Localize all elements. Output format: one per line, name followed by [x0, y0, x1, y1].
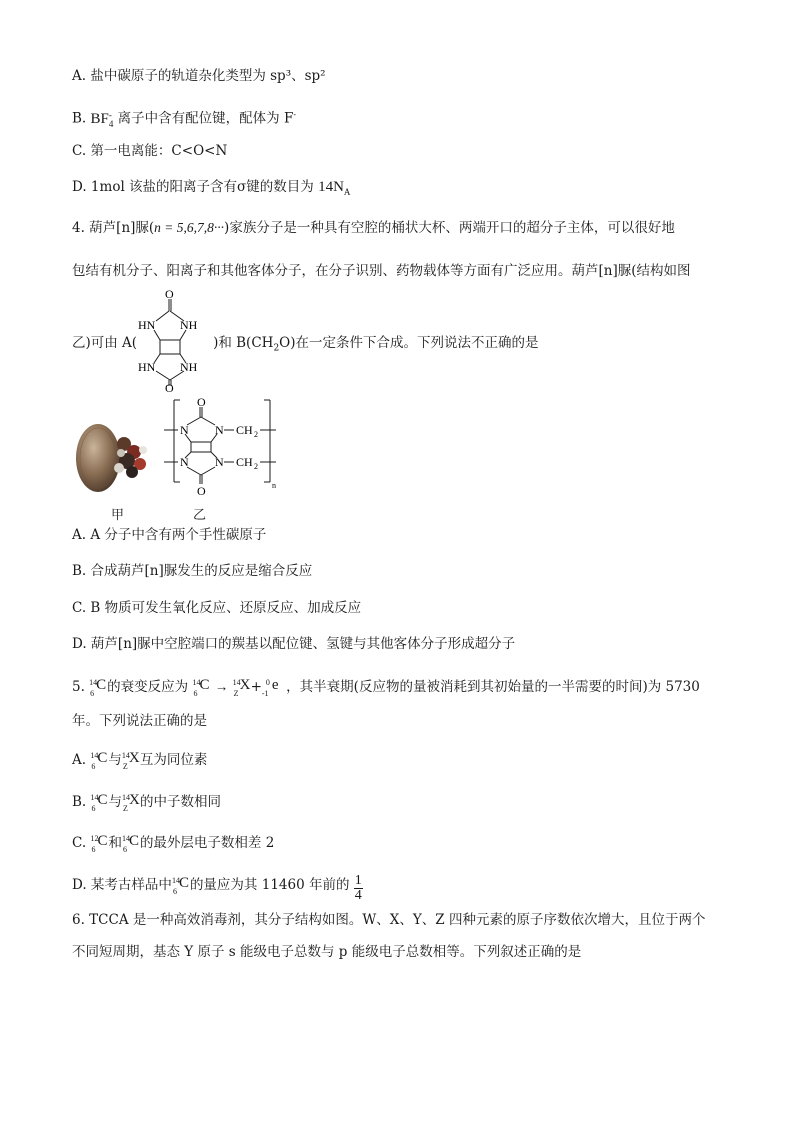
bf4-ion [91, 111, 114, 127]
q5-option-d-text-a: D. 某考古样品中 [72, 877, 172, 893]
q3-option-c [72, 142, 227, 160]
fraction-denominator: 4 [354, 888, 362, 903]
c14-eq-atomic: 6 [193, 689, 198, 698]
a-nh-bottom: NH [180, 360, 198, 374]
caption-yi: 乙 [193, 508, 207, 523]
fraction-one-quarter [354, 874, 363, 903]
q5-option-c-mid: 和 [108, 835, 122, 851]
x14-mass: 14 [232, 678, 241, 687]
electron [261, 676, 282, 698]
q4-option-c-text: C. B 物质可发生氧化反应、还原反应、加成反应 [72, 600, 362, 616]
a-nh-top: NH [180, 318, 198, 332]
q5-option-c-text: 的最外层电子数相差 2 [139, 835, 275, 851]
b-x14-mass: 14 [122, 793, 131, 802]
q4-option-a [72, 526, 266, 544]
q6-stem-text2: 不同短周期，基态 Y 原子 s 能级电子总数与 p 能级电子总数相等。下列叙述正确的是 [72, 944, 582, 960]
a-oxygen-bottom: O [165, 381, 174, 394]
q6-stem-line2 [72, 943, 581, 961]
na-value: 14N [318, 179, 344, 195]
q4-stem-line3 [72, 334, 539, 358]
ch2o-subscript: 2 [273, 343, 280, 354]
q5-option-b-text: 的中子数相同 [140, 794, 222, 810]
b-ch2-top-sub: 2 [254, 430, 258, 439]
q5-option-b [72, 791, 221, 811]
q5-stem-text2: 年。下列说法正确的是 [72, 713, 207, 729]
figure-yi-structure [158, 392, 284, 502]
a-x14 [121, 749, 140, 771]
c-c14-symbol: C [128, 833, 139, 849]
a-hn-bottom: HN [138, 360, 156, 374]
x14-symbol: X [239, 677, 251, 693]
electron-charge: -1 [261, 689, 269, 698]
q5-option-a [72, 749, 207, 769]
q5-option-c [72, 832, 274, 852]
q5-number: 5. [72, 679, 90, 695]
q5-option-a-text: 互为同位素 [139, 752, 208, 768]
plus-sign: + [250, 679, 262, 695]
q4-stem-text3c: O)在一定条件下合成。下列说法不正确的是 [279, 335, 539, 351]
q4-option-d-text: D. 葫芦[n]脲中空腔端口的羰基以配位键、氢键与其他客体分子形成超分子 [72, 636, 516, 652]
a-oxygen-top: O [165, 288, 174, 301]
q5-stem-line1 [72, 676, 700, 696]
d-c14-symbol: C [178, 875, 189, 891]
figure-jia-3d-model [72, 418, 154, 496]
c14-mass: 14 [89, 678, 98, 687]
b-ch2-top: CH [236, 423, 253, 437]
q4-stem-text1: )家族分子是一种具有空腔的桶状大杯、两端开口的超分子主体，可以很好地 [224, 220, 675, 236]
bf4-charge: - [108, 109, 112, 120]
c-c14-mass: 14 [121, 834, 130, 843]
na-count [318, 179, 350, 195]
a-hn-top: HN [138, 318, 156, 332]
bf4-symbol: BF [90, 110, 109, 127]
d-c14-mass: 14 [171, 876, 180, 885]
c14-atomic: 6 [90, 689, 95, 698]
b-c14 [90, 791, 109, 813]
a-x14-symbol: X [128, 750, 140, 766]
q5-stem-text1: ，其半衰期(反应物的量被消耗到其初始量的一半需要的时间)为 5730 [286, 679, 700, 695]
caption-jia: 甲 [111, 508, 125, 523]
b-n-left-bottom: N [180, 455, 189, 469]
q5-option-b-mid: 与 [108, 794, 123, 810]
q4-option-a-text: A. A 分子中含有两个手性碳原子 [72, 527, 267, 543]
q5-option-b-label: B. [72, 794, 91, 810]
q4-stem-text3b: )和 B(CH [213, 335, 274, 351]
b-oxygen-top: O [197, 395, 206, 409]
b-repeat-n: n [272, 481, 276, 490]
isotope-c14-eq [192, 676, 210, 698]
b-n-left-top: N [180, 423, 189, 437]
b-n-right-bottom: N [215, 455, 224, 469]
c14-eq-symbol: C [199, 677, 210, 693]
b-ch2-bottom: CH [236, 455, 253, 469]
x14-atomic: Z [233, 689, 239, 698]
b-n-right-top: N [215, 423, 224, 437]
q6-stem-text1: 6. TCCA 是一种高效消毒剂，其分子结构如图。W、X、Y、Z 四种元素的原子序数依次增大，且位于两个 [72, 912, 706, 928]
q5-option-d-text-b: 的量应为其 11460 年前的 [189, 877, 350, 893]
q4-option-b [72, 562, 312, 580]
a-x14-mass: 14 [121, 751, 130, 760]
c-c12-atomic: 6 [91, 845, 96, 854]
c-c12-mass: 12 [90, 834, 99, 843]
q5-option-d [72, 874, 363, 903]
a-c14 [90, 749, 108, 771]
d-c14-atomic: 6 [172, 887, 177, 896]
q3-option-b-text: 离子中含有配位键，配体为 F [117, 110, 294, 127]
c-c12 [90, 832, 108, 854]
fluoride-charge: - [293, 110, 297, 119]
a-x14-atomic: Z [122, 762, 128, 771]
q3-option-d [72, 178, 350, 201]
q3-option-a-text: A. 盐中碳原子的轨道杂化类型为 sp³、sp² [72, 68, 326, 84]
q5-option-a-mid: 与 [108, 752, 122, 768]
q4-number: 4. 葫芦[n]脲( [72, 220, 155, 236]
fraction-numerator: 1 [354, 873, 362, 888]
q5-stem-line2 [72, 712, 207, 730]
q4-n-values: n = 5,6,7,8··· [154, 220, 225, 235]
na-subscript: A [343, 187, 351, 197]
q3-option-a [72, 67, 326, 85]
b-x14-atomic: Z [123, 804, 128, 813]
q3-option-d-text: D. 1mol 该盐的阳离子含有σ键的数目为 [72, 179, 314, 195]
a-c14-atomic: 6 [91, 762, 96, 771]
bf4-subscript: 4 [108, 118, 114, 129]
a-c14-symbol: C [97, 750, 108, 766]
q4-stem-line1 [72, 219, 675, 237]
b-x14 [122, 791, 140, 813]
q4-option-b-text: B. 合成葫芦[n]脲发生的反应是缩合反应 [72, 563, 313, 579]
b-x14-symbol: X [129, 792, 140, 808]
q3-option-c-text: C. 第一电离能：C<O<N [72, 143, 228, 159]
isotope-x14 [232, 676, 251, 698]
b-ch2-bottom-sub: 2 [254, 462, 258, 471]
q3-option-b [72, 106, 296, 133]
q5-option-a-label: A. [72, 752, 91, 768]
q4-stem-text3a: 乙)可由 A( [72, 335, 138, 351]
c-c12-symbol: C [97, 833, 108, 849]
q5-option-c-label: C. [72, 835, 91, 851]
b-c14-mass: 14 [90, 793, 99, 802]
c14-symbol: C [96, 677, 107, 693]
electron-symbol: e [271, 677, 279, 693]
c-c14 [121, 832, 140, 854]
b-c14-atomic: 6 [91, 804, 96, 813]
a-c14-mass: 14 [90, 751, 99, 760]
q6-stem-line1 [72, 911, 705, 929]
q4-option-d [72, 635, 515, 653]
q4-stem-line2 [72, 262, 691, 280]
q3-option-b-label: B. [72, 110, 91, 127]
isotope-c14 [89, 676, 107, 698]
reaction-arrow: → [214, 679, 229, 694]
b-oxygen-bottom: O [197, 484, 206, 498]
c14-eq-mass: 14 [192, 678, 201, 687]
b-c14-symbol: C [97, 792, 108, 808]
c-c14-atomic: 6 [122, 845, 127, 854]
d-c14 [171, 874, 190, 896]
q4-stem-text2: 包结有机分子、阳离子和其他客体分子，在分子识别、药物载体等方面有广泛应用。葫芦[n]脲(结构如图 [72, 263, 691, 279]
q5-stem-mid: 的衰变反应为 [107, 679, 189, 695]
q4-option-c [72, 599, 361, 617]
electron-mass: 0 [265, 678, 270, 687]
